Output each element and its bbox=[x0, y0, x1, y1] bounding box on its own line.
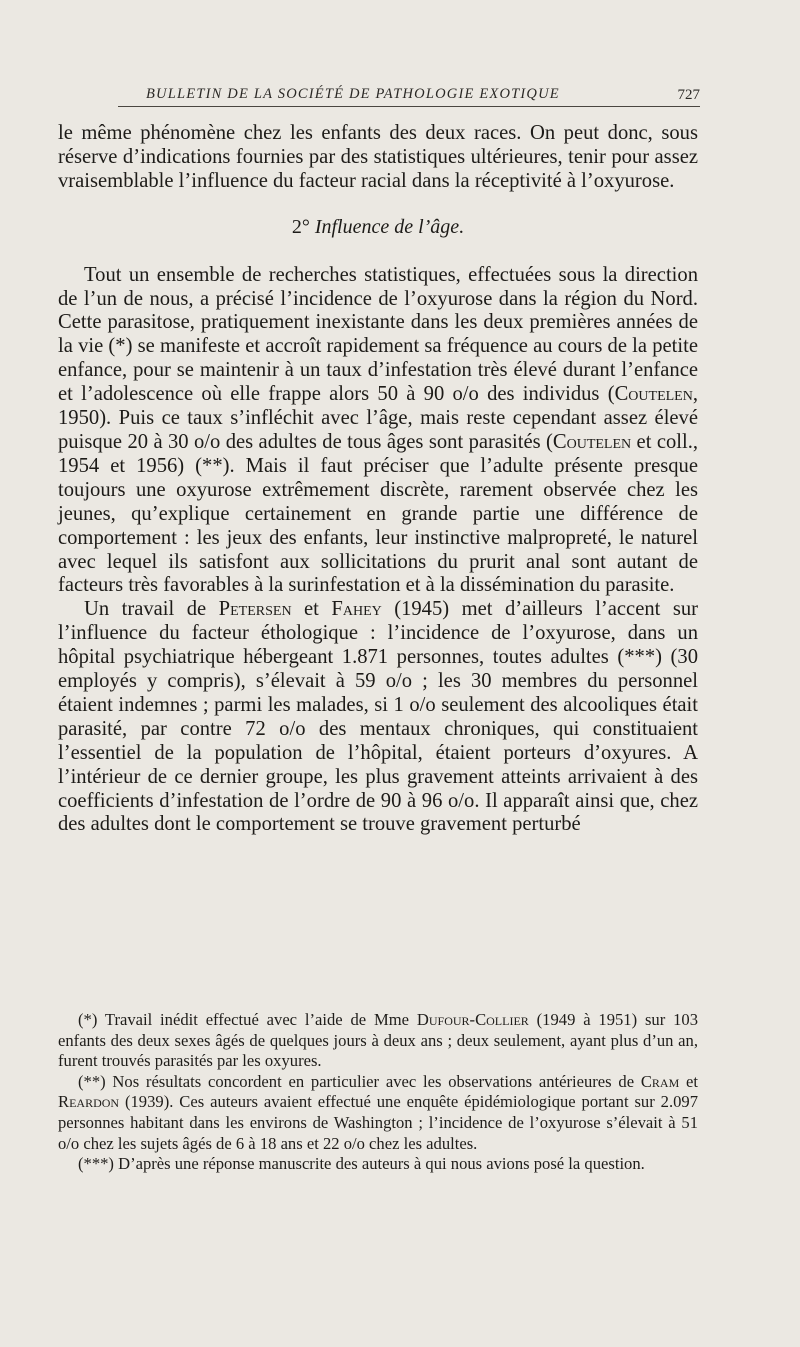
author-name: Fahey bbox=[331, 598, 382, 621]
paragraph bbox=[58, 598, 698, 837]
section-heading bbox=[58, 216, 698, 240]
author-name: Reardon bbox=[58, 1092, 120, 1112]
paragraph-text: , 1950). Puis ce taux s’infléchit avec l’âge, mais reste cependant assez élevé puisque 20 à 30 o/o des adultes de tous âges sont parasités ( bbox=[58, 383, 698, 453]
author-name: Dufour-Collier bbox=[416, 1010, 529, 1029]
paragraph-text: et coll., 1954 et 1956) (**). Mais il faut préciser que l’adulte présente presque toujours une oxyurose extrêmement discrète, rarement observée chez les jeunes, qu’explique certainement en grande partie une différence de comportement : les jeux des enfants, leur instinctive malpropreté, le naturel avec lequel ils satisfont aux sollicitations du prurit anal sont autant de facteurs très favorables à la surinfestation et à la dissémination du parasite. bbox=[58, 430, 698, 597]
author-name: Cram bbox=[640, 1071, 680, 1091]
author-name: Petersen bbox=[218, 598, 292, 621]
footnote-text: (1939). Ces auteurs avaient effectué une enquête épidémiologique portant sur 2.097 personnes habitant dans les environs de Washington ; l’incidence de l’oxyurose s’élevait à 51 o/o chez les sujets âgés de 6 à 18 ans et 22 o/o chez les adultes. bbox=[58, 1092, 698, 1153]
footnote bbox=[58, 1010, 698, 1072]
paragraph bbox=[58, 264, 698, 599]
paragraph-text: et bbox=[291, 598, 332, 621]
paragraph: le même phénomène chez les enfants des deux races. On peut donc, sous réserve d’indications fournies par des statistiques ultérieures, tenir pour assez vraisemblable l’influence du facteur racial dans la réceptivité à l’oxyurose. bbox=[58, 122, 698, 192]
body-text bbox=[58, 122, 698, 837]
footnote-text: et bbox=[679, 1071, 698, 1091]
footnote-text: (**) Nos résultats concordent en particulier avec les observations antérieures de bbox=[78, 1071, 641, 1091]
footnote-text: (1949 à 1951) sur 103 enfants des deux sexes âgés de quelques jours à deux ans ; deux seulement, ayant plus d’un an, furent trouvés parasités par les oxyures. bbox=[58, 1010, 698, 1071]
author-name: Coutelen bbox=[614, 383, 693, 406]
footnote-text: (*) Travail inédit effectué avec l’aide de Mme bbox=[78, 1010, 417, 1029]
paragraph-text: Tout un ensemble de recherches statistiques, effectuées sous la direction de l’un de nous, a précisé l’incidence de l’oxyurose dans la région du Nord. Cette parasitose, pratiquement inexistante dans les deux premières années de la vie (*) se manifeste et accroît rapidement sa fréquence au cours de la petite enfance, pour se maintenir à un taux d’infestation très élevé durant l’enfance et l’adolescence où elle frappe alors 50 à 90 o/o des individus ( bbox=[58, 263, 698, 406]
section-number: 2° bbox=[291, 215, 310, 238]
page-number: 727 bbox=[677, 87, 700, 103]
paragraph-text: Un travail de bbox=[84, 598, 219, 621]
footnotes bbox=[58, 1010, 698, 1175]
paragraph-text: (1945) met d’ailleurs l’accent sur l’influence du facteur éthologique : l’incidence de l’oxyurose, dans un hôpital psychiatrique hébergeant 1.871 personnes, toutes adultes (***) (30 employés y compris), s’élevait à 59 o/o ; les 30 membres du personnel étaient indemnes ; parmi les malades, si 1 o/o seulement des alcooliques était parasité, par contre 72 o/o des mentaux chroniques, qui constituaient l’essentiel de la population de l’hôpital, étaient porteurs d’oxyures. A l’intérieur de ce dernier groupe, les plus gravement atteints arrivaient à des coefficients d’infestation de l’ordre de 90 à 96 o/o. Il apparaît ainsi que, chez des adultes dont le comportement se trouve gravement perturbé bbox=[58, 598, 699, 836]
header-rule bbox=[118, 106, 700, 107]
running-title: BULLETIN DE LA SOCIÉTÉ DE PATHOLOGIE EXOTIQUE bbox=[146, 86, 560, 102]
author-name: Coutelen bbox=[552, 430, 632, 453]
footnote bbox=[58, 1072, 698, 1154]
page-header bbox=[118, 84, 700, 112]
footnote: (***) D’après une réponse manuscrite des auteurs à qui nous avions posé la question. bbox=[78, 1154, 645, 1174]
section-title: Influence de l’âge. bbox=[314, 215, 465, 238]
